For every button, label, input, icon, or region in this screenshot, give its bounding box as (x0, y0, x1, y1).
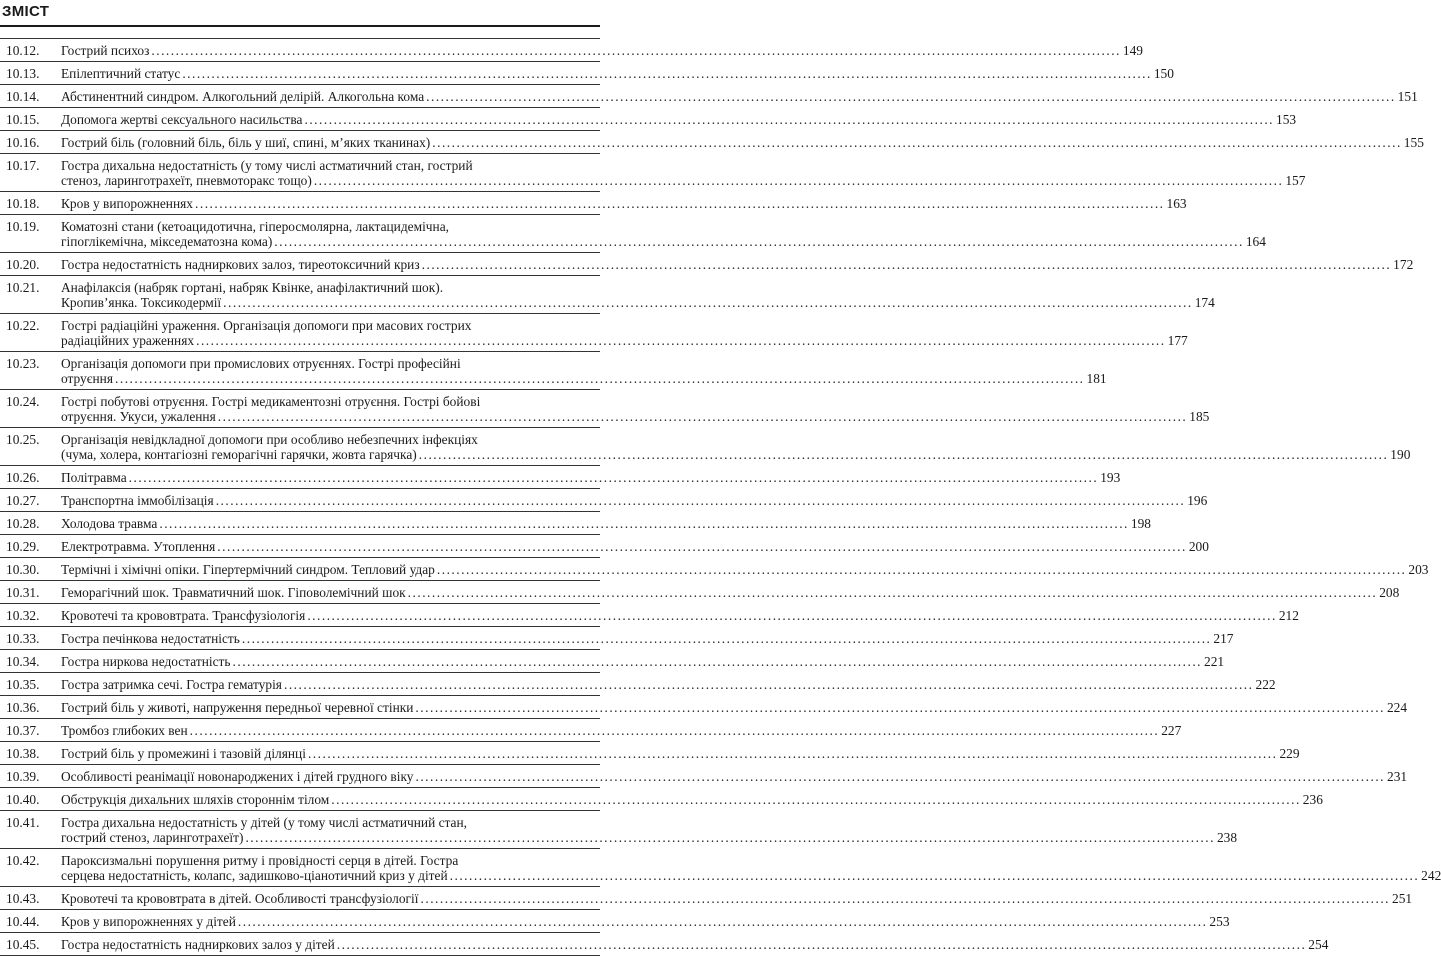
toc-entry-title (61, 539, 1209, 554)
toc-title-text: Гостра дихальна недостатність (у тому числі астматичний стан, гострий (61, 158, 473, 173)
toc-row[interactable] (0, 672, 1276, 695)
toc-page-number: 227 (1161, 723, 1182, 738)
toc-title-line (61, 493, 1208, 508)
toc-row[interactable] (0, 580, 1400, 603)
toc-title-text: Організація невідкладної допомоги при особливо небезпечних інфекціях (61, 432, 478, 447)
toc-title-text: Пароксизмальні порушення ритму і провідності серця в дітей. Гостра (61, 853, 459, 868)
toc-entry-title (61, 937, 1329, 952)
toc-entry-number: 10.41. (6, 815, 40, 830)
toc-title-text: гіпоглікемічна, мікседематозна кома) (61, 234, 273, 249)
toc-page-number: 155 (1403, 135, 1424, 150)
toc-page-number: 150 (1153, 66, 1174, 81)
toc-entry-number: 10.28. (6, 516, 40, 531)
toc-leader-dots: ........................................................................................................................................................................................................ (283, 677, 1254, 692)
toc-title-line (61, 219, 596, 234)
toc-entry-number: 10.40. (6, 792, 40, 807)
toc-title-line (61, 608, 1299, 623)
toc-entry-number: 10.12. (6, 43, 40, 58)
toc-leader-dots: ........................................................................................................................................................................................................ (232, 654, 1203, 669)
toc-title-line (61, 516, 1151, 531)
toc-title-line (61, 394, 596, 409)
toc-title-line (61, 853, 596, 868)
toc-title-line (61, 43, 1143, 58)
toc-title-text: Кропив’янка. Токсикодермії (61, 295, 222, 310)
toc-title-text: Гострі побутові отруєння. Гострі медикаментозні отруєння. Гострі бойові (61, 394, 481, 409)
toc-page-number: 198 (1130, 516, 1151, 531)
toc-entry-number: 10.43. (6, 891, 40, 906)
toc-entry-title (61, 196, 1187, 211)
toc-row[interactable] (0, 810, 1238, 848)
toc-entry-number: 10.22. (6, 318, 40, 333)
toc-entry-title (61, 89, 1418, 104)
toc-row[interactable] (0, 214, 1266, 252)
toc-title-line (61, 792, 1323, 807)
toc-row[interactable] (0, 511, 1151, 534)
toc-title-text: серцева недостатність, колапс, задишково-ціанотичний криз у дітей (61, 868, 448, 883)
toc-title-text: Кровотечі та крововтрата. Трансфузіологія (61, 608, 306, 623)
toc-entry-title (61, 853, 1441, 883)
toc-page-number: 203 (1408, 562, 1429, 577)
toc-title-text: Гострі радіаційні ураження. Організація допомоги при масових гострих (61, 318, 472, 333)
toc-entry-title (61, 356, 1107, 386)
toc-entry-title (61, 43, 1143, 58)
toc-row[interactable] (0, 389, 1210, 427)
toc-title-line (61, 356, 596, 371)
toc-entry-number: 10.35. (6, 677, 40, 692)
toc-title-text: Допомога жертві сексуального насильства (61, 112, 303, 127)
toc-leader-dots: ........................................................................................................................................................................................................ (426, 89, 1396, 104)
toc-entry-title (61, 769, 1408, 784)
toc-entry-number: 10.15. (6, 112, 40, 127)
toc-title-text: Транспортна іммобілізація (61, 493, 214, 508)
toc-leader-dots: ........................................................................................................................................................................................................ (307, 608, 1277, 623)
toc-title-text: Абстинентний синдром. Алкогольний делірій. Алкогольна кома (61, 89, 425, 104)
toc-title-text: Анафілаксія (набряк гортані, набряк Квінке, анафілактичний шок). (61, 280, 444, 295)
toc-title-text: Гостра печінкова недостатність (61, 631, 240, 646)
toc-leader-dots: ........................................................................................................................................................................................................ (151, 43, 1121, 58)
toc-title-text: Гострий біль (головний біль, біль у шиї, спині, м’яких тканинах) (61, 135, 431, 150)
toc-leader-dots: ........................................................................................................................................................................................................ (307, 746, 1278, 761)
toc-entry-title (61, 112, 1297, 127)
toc-leader-dots: ........................................................................................................................................................................................................ (304, 112, 1275, 127)
toc-page-number: 208 (1379, 585, 1400, 600)
toc-row[interactable] (0, 313, 1188, 351)
toc-entry-number: 10.32. (6, 608, 40, 623)
toc-title-text: отруєння (61, 371, 113, 386)
toc-leader-dots: ........................................................................................................................................................................................................ (237, 914, 1208, 929)
toc-row[interactable] (0, 534, 1209, 557)
toc-title-line (61, 470, 1121, 485)
toc-title-text: радіаційних ураженнях (61, 333, 195, 348)
toc-title-text: Тромбоз глибоких вен (61, 723, 188, 738)
toc-title-text: (чума, холера, контагіозні геморагічні гарячки, жовта гарячка) (61, 447, 417, 462)
toc-row[interactable] (0, 61, 1174, 84)
toc-title-line (61, 196, 1187, 211)
toc-title-line (61, 815, 596, 830)
toc-title-text: Організація допомоги при промислових отруєннях. Гострі професійні (61, 356, 461, 371)
toc-row[interactable] (0, 275, 1215, 313)
toc-row[interactable] (0, 932, 1329, 955)
toc-title-text: Термічні і хімічні опіки. Гіпертермічний синдром. Тепловий удар (61, 562, 435, 577)
toc-title-line (61, 723, 1182, 738)
toc-leader-dots: ........................................................................................................................................................................................................ (420, 891, 1391, 906)
toc-row[interactable] (0, 252, 1414, 275)
toc-title-line (61, 868, 1441, 883)
toc-entry-number: 10.34. (6, 654, 40, 669)
toc-page-number: 157 (1285, 173, 1306, 188)
toc-entry-number: 10.17. (6, 158, 40, 173)
toc-entry-number: 10.25. (6, 432, 40, 447)
toc-title-text: Кровотечі та крововтрата в дітей. Особливості трансфузіології (61, 891, 419, 906)
toc-entry-title (61, 792, 1323, 807)
toc-title-text: Кров у випорожненнях у дітей (61, 914, 236, 929)
toc-title-line (61, 432, 596, 447)
toc-entry-title (61, 914, 1230, 929)
toc-entry-title (61, 654, 1225, 669)
toc-title-line (61, 234, 1266, 249)
toc-leader-dots: ........................................................................................................................................................................................................ (274, 234, 1244, 249)
toc-title-text: Кров у випорожненнях (61, 196, 193, 211)
toc-title-text: отруєння. Укуси, ужалення (61, 409, 216, 424)
toc-entry-title (61, 746, 1300, 761)
toc-row[interactable] (0, 488, 1208, 511)
toc-title-line (61, 135, 1424, 150)
toc-entry-number: 10.18. (6, 196, 40, 211)
toc-entry-number: 10.37. (6, 723, 40, 738)
toc-row[interactable] (0, 465, 1121, 488)
toc-title-line (61, 539, 1209, 554)
toc-entry-number: 10.30. (6, 562, 40, 577)
toc-title-line (61, 746, 1300, 761)
toc-entry-number: 10.45. (6, 937, 40, 952)
toc-entry-number: 10.23. (6, 356, 40, 371)
toc-title-text: Обструкція дихальних шляхів стороннім тілом (61, 792, 330, 807)
toc-title-text: гострий стеноз, ларинготрахеїт) (61, 830, 244, 845)
toc-page-number: 163 (1166, 196, 1187, 211)
toc-title-line (61, 66, 1174, 81)
toc-page-number: 236 (1302, 792, 1323, 807)
toc-entry-title (61, 66, 1174, 81)
toc-page-number: 181 (1086, 371, 1107, 386)
toc-leader-dots: ........................................................................................................................................................................................................ (128, 470, 1099, 485)
toc-leader-dots: ........................................................................................................................................................................................................ (418, 447, 1389, 462)
toc-leader-dots: ........................................................................................................................................................................................................ (415, 769, 1386, 784)
toc-row[interactable] (0, 603, 1299, 626)
toc-page-number: 185 (1189, 409, 1210, 424)
toc-page-number: 238 (1216, 830, 1238, 845)
toc-title-line (61, 631, 1234, 646)
toc-title-line (61, 318, 596, 333)
toc-title-text: Коматозні стани (кетоацидотична, гіперосмолярна, лактацидемічна, (61, 219, 449, 234)
toc-title-text: Гостра дихальна недостатність у дітей (у тому числі астматичний стан, (61, 815, 468, 830)
toc-entry-number: 10.26. (6, 470, 40, 485)
toc-row[interactable] (0, 130, 1424, 153)
toc-leader-dots: ........................................................................................................................................................................................................ (432, 135, 1402, 150)
toc-leader-dots: ........................................................................................................................................................................................................ (241, 631, 1212, 646)
toc-entry-title (61, 891, 1413, 906)
toc-title-text: Гострий біль у животі, напруження передньої черевної стінки (61, 700, 414, 715)
toc-entry-number: 10.16. (6, 135, 40, 150)
toc-title-line (61, 677, 1276, 692)
toc-row[interactable] (0, 191, 1187, 214)
toc-entry-number: 10.33. (6, 631, 40, 646)
toc-entry-title (61, 723, 1182, 738)
toc-title-line (61, 914, 1230, 929)
toc-entry-number: 10.13. (6, 66, 40, 81)
toc-title-text: Особливості реанімації новонароджених і дітей грудного віку (61, 769, 414, 784)
toc-leader-dots: ........................................................................................................................................................................................................ (449, 868, 1420, 883)
toc-entry-number: 10.44. (6, 914, 40, 929)
toc-entry-title (61, 135, 1424, 150)
toc-entry-title (61, 493, 1208, 508)
toc-row[interactable] (0, 153, 1306, 191)
toc-page-number: 229 (1279, 746, 1300, 761)
toc-title-text: Гостра недостатність надниркових залоз у дітей (61, 937, 335, 952)
toc-row[interactable] (0, 695, 1408, 718)
toc-title-text: Електротравма. Утоплення (61, 539, 216, 554)
toc-entry-title (61, 585, 1400, 600)
toc-page-number: 196 (1187, 493, 1208, 508)
toc-title-line (61, 700, 1408, 715)
toc-page-number: 190 (1390, 447, 1411, 462)
toc-entry-title (61, 700, 1408, 715)
toc-page-number: 174 (1194, 295, 1215, 310)
toc-leader-dots: ........................................................................................................................................................................................................ (331, 792, 1301, 807)
toc-leader-dots: ........................................................................................................................................................................................................ (195, 196, 1165, 211)
toc-page-number: 221 (1204, 654, 1225, 669)
toc-title-line (61, 654, 1225, 669)
toc-title-text: Гострий біль у промежині і тазовій ділянці (61, 746, 306, 761)
toc-entry-title (61, 815, 1238, 845)
toc-title-line (61, 280, 596, 295)
toc-page-number: 149 (1122, 43, 1143, 58)
toc-table (0, 38, 1441, 956)
toc-title-text: стеноз, ларинготрахеїт, пневмоторакс тощо) (61, 173, 312, 188)
toc-entry-number: 10.36. (6, 700, 40, 715)
toc-entry-title (61, 562, 1429, 577)
toc-row[interactable] (0, 107, 1297, 130)
toc-row[interactable] (0, 39, 1143, 61)
toc-leader-dots: ........................................................................................................................................................................................................ (223, 295, 1193, 310)
toc-row[interactable] (0, 351, 1107, 389)
toc-entry-number: 10.42. (6, 853, 40, 868)
toc-leader-dots: ........................................................................................................................................................................................................ (336, 937, 1307, 952)
toc-entry-title (61, 677, 1276, 692)
toc-leader-dots: ........................................................................................................................................................................................................ (215, 493, 1186, 508)
toc-row[interactable] (0, 741, 1300, 764)
toc-page-number: 231 (1387, 769, 1408, 784)
toc-title-text: Геморагічний шок. Травматичний шок. Гіповолемічний шок (61, 585, 406, 600)
toc-entry-number: 10.19. (6, 219, 40, 234)
header-divider (0, 25, 600, 27)
toc-title-line (61, 295, 1215, 310)
toc-title-line (61, 769, 1408, 784)
toc-title-line (61, 562, 1429, 577)
toc-title-line (61, 585, 1400, 600)
toc-page-number: 242 (1421, 868, 1441, 883)
toc-entry-title (61, 257, 1414, 272)
toc-title-line (61, 333, 1188, 348)
toc-title-text: Гостра ниркова недостатність (61, 654, 231, 669)
toc-entry-title (61, 516, 1151, 531)
toc-page-number: 212 (1278, 608, 1299, 623)
toc-title-text: Гостра затримка сечі. Гостра гематурія (61, 677, 282, 692)
toc-entry-title (61, 219, 1266, 249)
toc-title-text: Холодова травма (61, 516, 158, 531)
toc-leader-dots: ........................................................................................................................................................................................................ (415, 700, 1385, 715)
toc-page-number: 254 (1308, 937, 1329, 952)
toc-leader-dots: ........................................................................................................................................................................................................ (217, 539, 1187, 554)
toc-page-number: 193 (1100, 470, 1121, 485)
toc-page-number: 200 (1188, 539, 1209, 554)
toc-title-line (61, 158, 596, 173)
toc-leader-dots: ........................................................................................................................................................................................................ (115, 371, 1085, 386)
toc-page-number: 172 (1393, 257, 1414, 272)
toc-row[interactable] (0, 848, 1441, 886)
toc-row[interactable] (0, 718, 1182, 741)
toc-title-line (61, 173, 1306, 188)
toc-row[interactable] (0, 886, 1413, 909)
toc-entry-number: 10.31. (6, 585, 40, 600)
toc-entry-number: 10.29. (6, 539, 40, 554)
toc-title-text: Епілептичний статус (61, 66, 181, 81)
toc-title-text: Політравма (61, 470, 127, 485)
toc-leader-dots: ........................................................................................................................................................................................................ (182, 66, 1152, 81)
toc-page-number: 164 (1245, 234, 1266, 249)
toc-title-line (61, 409, 1210, 424)
toc-entry-number: 10.39. (6, 769, 40, 784)
toc-entry-title (61, 280, 1215, 310)
toc-page-number: 217 (1213, 631, 1234, 646)
toc-title-line (61, 112, 1297, 127)
toc-row[interactable] (0, 84, 1418, 107)
toc-leader-dots: ........................................................................................................................................................................................................ (159, 516, 1129, 531)
toc-title-text: Гостра недостатність надниркових залоз, тиреотоксичний криз (61, 257, 420, 272)
toc-entry-number: 10.14. (6, 89, 40, 104)
toc-entry-number: 10.21. (6, 280, 40, 295)
toc-page-number: 222 (1255, 677, 1276, 692)
toc-entry-title (61, 158, 1306, 188)
toc-entry-number: 10.20. (6, 257, 40, 272)
toc-entry-title (61, 470, 1121, 485)
toc-entry-number: 10.24. (6, 394, 40, 409)
toc-row[interactable] (0, 649, 1225, 672)
toc-title-line (61, 891, 1413, 906)
toc-entry-title (61, 394, 1210, 424)
toc-leader-dots: ........................................................................................................................................................................................................ (217, 409, 1188, 424)
toc-title-line (61, 447, 1411, 462)
toc-title-line (61, 937, 1329, 952)
page-header (0, 0, 600, 30)
toc-title-line (61, 830, 1238, 845)
toc-leader-dots: ........................................................................................................................................................................................................ (189, 723, 1160, 738)
toc-entry-number: 10.27. (6, 493, 40, 508)
toc-leader-dots: ........................................................................................................................................................................................................ (407, 585, 1378, 600)
toc-title-line (61, 257, 1414, 272)
toc-page-number: 224 (1386, 700, 1408, 715)
toc-entry-title (61, 318, 1188, 348)
toc-page-number: 251 (1392, 891, 1413, 906)
toc-leader-dots: ........................................................................................................................................................................................................ (421, 257, 1392, 272)
toc-title-text: Гострий психоз (61, 43, 150, 58)
toc-row[interactable] (0, 787, 1323, 810)
toc-title-line (61, 89, 1418, 104)
toc-row[interactable] (0, 626, 1234, 649)
toc-entry-number: 10.38. (6, 746, 40, 761)
toc-entry-title (61, 608, 1299, 623)
toc-row[interactable] (0, 764, 1408, 787)
toc-row[interactable] (0, 427, 1411, 465)
toc-title-line (61, 371, 1107, 386)
toc-page-number: 151 (1397, 89, 1418, 104)
toc-leader-dots: ........................................................................................................................................................................................................ (245, 830, 1215, 845)
toc-leader-dots: ........................................................................................................................................................................................................ (436, 562, 1407, 577)
toc-leader-dots: ........................................................................................................................................................................................................ (313, 173, 1284, 188)
toc-page-number: 177 (1167, 333, 1188, 348)
toc-leader-dots: ........................................................................................................................................................................................................ (196, 333, 1166, 348)
toc-row[interactable] (0, 557, 1429, 580)
page-title: ЗМІСТ (2, 3, 50, 20)
toc-entry-title (61, 432, 1411, 462)
toc-page-number: 253 (1209, 914, 1230, 929)
toc-page-number: 153 (1276, 112, 1297, 127)
toc-entry-title (61, 631, 1234, 646)
toc-row[interactable] (0, 909, 1230, 932)
